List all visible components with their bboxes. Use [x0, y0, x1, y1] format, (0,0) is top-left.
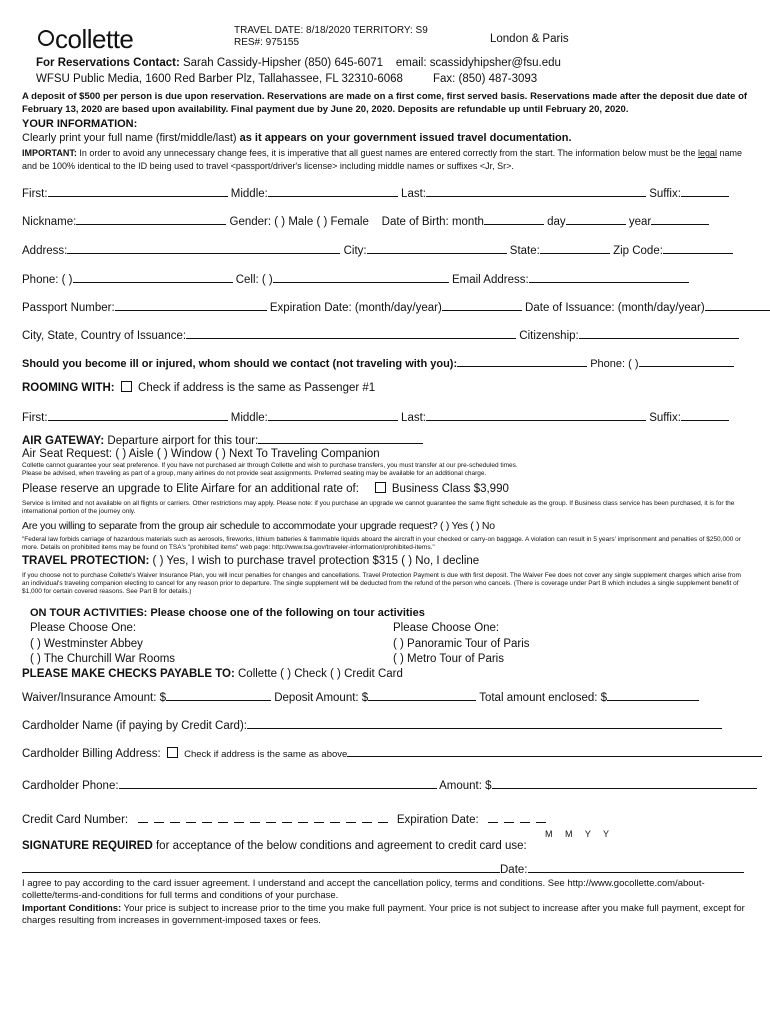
emergency-label: Should you become ill or injured, whom should we contact (not traveling with you): — [22, 358, 458, 370]
federal-law-note: "Federal law forbids carriage of hazardous materials such as aerosols, fireworks, lithium batteries & flammable liquids aboard the aircraft in your checked or carry-on baggage. A violation can result in 5 years' imprisonment and penalties of $250,000 or more. Details on prohibited items may be found on TSA's "prohibited items" web page: http://www.tsa.gov/traveler-information/prohibited-items." — [22, 536, 741, 551]
rooming-check-label: Check if address is the same as Passenger #1 — [138, 382, 376, 394]
issuance-date-field[interactable] — [705, 300, 770, 311]
middle-name-field[interactable] — [268, 186, 398, 197]
passport-label: Passport Number: — [22, 302, 115, 314]
first-name-field[interactable] — [48, 186, 228, 197]
nickname-field[interactable] — [76, 214, 226, 225]
separate-schedule-question[interactable]: Are you willing to separate from the group air schedule to accommodate your upgrade request? ( ) Yes ( ) No — [22, 520, 495, 532]
signature-date-field[interactable] — [528, 862, 744, 873]
companion-last-field[interactable] — [426, 410, 646, 421]
waiver-amount-field[interactable] — [166, 690, 271, 701]
air-gateway-field[interactable] — [258, 433, 423, 444]
billing-row — [22, 746, 748, 760]
last-name-field[interactable] — [426, 186, 646, 197]
important-label: IMPORTANT: — [22, 148, 77, 158]
companion-first-field[interactable] — [48, 410, 228, 421]
activity-churchill-war-rooms[interactable]: ( ) The Churchill War Rooms — [30, 653, 176, 665]
email-field[interactable] — [529, 272, 689, 283]
gender-options[interactable]: Gender: ( ) Male ( ) Female — [229, 216, 369, 228]
air-seat-request[interactable]: Air Seat Request: ( ) Aisle ( ) Window ( ) Next To Traveling Companion — [22, 448, 380, 460]
activity-panoramic-paris[interactable]: ( ) Panoramic Tour of Paris — [393, 638, 530, 650]
rooming-row — [22, 381, 748, 394]
cc-number-label: Credit Card Number: — [22, 814, 129, 826]
total-amount-label: Total amount enclosed: $ — [479, 692, 608, 704]
checks-text: Collette ( ) Check ( ) Credit Card — [234, 668, 403, 680]
destination: London & Paris — [490, 33, 569, 45]
suffix-label: Suffix: — [649, 188, 681, 200]
middle-label: Middle: — [230, 188, 268, 200]
companion-suffix-field[interactable] — [681, 410, 729, 421]
travel-protection-text: ( ) Yes, I wish to purchase travel protection $315 ( ) No, I decline — [149, 555, 480, 567]
issuance-row — [22, 328, 748, 342]
zip-label: Zip Code: — [613, 245, 663, 257]
zip-field[interactable] — [663, 243, 733, 254]
issuance-date-label: Date of Issuance: (month/day/year) — [525, 302, 705, 314]
cell-field[interactable] — [273, 272, 449, 283]
contact-label: For Reservations Contact: — [36, 57, 180, 69]
suffix-field[interactable] — [681, 186, 729, 197]
important-notice — [22, 147, 748, 172]
business-class-label: Business Class $3,990 — [391, 483, 509, 495]
activities-heading: ON TOUR ACTIVITIES: Please choose one of the following on tour activities — [30, 607, 425, 619]
collette-logo: collette — [38, 24, 133, 55]
credit-card-row — [22, 814, 748, 826]
activity-westminster-abbey[interactable]: ( ) Westminster Abbey — [30, 638, 143, 650]
email-label: Email Address: — [451, 274, 529, 286]
travel-protection-row[interactable] — [22, 555, 748, 567]
business-class-checkbox[interactable] — [375, 482, 386, 493]
issuance-place-label: City, State, Country of Issuance: — [22, 330, 187, 342]
conditions-text: Your price is subject to increase prior to the time you make full payment. Your price is not subject to increase after you make full payment, except for charges resulting from increases in government-imposed taxes or fees. — [22, 903, 745, 926]
activities-right-choose: Please Choose One: — [393, 622, 500, 634]
dob-year-field[interactable] — [651, 214, 709, 225]
emergency-contact-field[interactable] — [457, 356, 587, 367]
dob-month-label: Date of Birth: month — [381, 216, 484, 228]
address-label: Address: — [22, 245, 68, 257]
travel-date: TRAVEL DATE: 8/18/2020 TERRITORY: S9 — [234, 25, 428, 36]
companion-first-label: First: — [22, 412, 48, 424]
issuance-place-field[interactable] — [186, 328, 516, 339]
first-label: First: — [22, 188, 48, 200]
cc-number-field[interactable] — [138, 814, 394, 826]
service-note: Service is limited and not available on all flights or carriers. Other restrictions may apply. Please note: if you purchase an upgrade we cannot guarantee the same flight schedule as the group. If Business class service has been purchased, it is for the international portion of the journey only. — [22, 500, 735, 515]
cardholder-name-row — [22, 718, 748, 732]
activity-metro-paris[interactable]: ( ) Metro Tour of Paris — [393, 653, 504, 665]
payment-amount-field[interactable] — [492, 778, 757, 789]
cardholder-phone-row — [22, 778, 748, 792]
passport-row — [22, 300, 748, 314]
address-row — [22, 243, 748, 257]
deposit-amount-label: Deposit Amount: $ — [274, 692, 369, 704]
passport-expiration-field[interactable] — [442, 300, 522, 311]
seat-note-2: Please be advised, when traveling as part of a group, many airlines do not provide seat assignments. Preferred seating may be available for an additional charge. — [22, 470, 487, 477]
total-amount-field[interactable] — [607, 690, 699, 701]
contact-line-1 — [36, 57, 561, 69]
checks-row[interactable] — [22, 668, 748, 680]
last-label: Last: — [401, 188, 426, 200]
companion-middle-label: Middle: — [230, 412, 268, 424]
rooming-label: ROOMING WITH: — [22, 382, 115, 394]
phone-row — [22, 272, 748, 286]
contact-fax: Fax: (850) 487-3093 — [433, 73, 538, 85]
seat-note-1: Collette cannot guarantee your seat preference. If you have not purchased air through Collette and wish to purchase transfers, you must transfer at our pre-scheduled times. — [22, 462, 518, 469]
amounts-row — [22, 690, 748, 704]
contact-email: email: scassidyhipsher@fsu.edu — [395, 57, 561, 69]
emergency-phone-field[interactable] — [639, 356, 734, 367]
signature-date-label: Date: — [500, 864, 528, 876]
companion-middle-field[interactable] — [268, 410, 398, 421]
travel-protection-note: If you choose not to purchase Collette's Waiver Insurance Plan, you will incur penalties for changes and cancellations. Travel Protection Payment is due with first deposit. The Waiver Fee does not cover any single supplement charges which arise from an individual's traveling companion electing to cancel for any reason prior to departure. The single supplement will be deducted from the refund of the person who cancels. (There is coverage under Part B which includes a single supplement benefit of $1,000 for certain covered reasons. See Part B for details.) — [22, 572, 741, 595]
air-gateway-text: Departure airport for this tour: — [104, 435, 259, 447]
payment-amount-label: Amount: $ — [439, 780, 492, 792]
reservation-number: RES#: 975155 — [234, 37, 300, 48]
cardholder-name-field[interactable] — [247, 718, 722, 729]
agreement-text: I agree to pay according to the card issuer agreement. I understand and accept the cancellation policy, terms and conditions. See http://www.gocollette.com/about-collette/terms-and-conditions for full terms and conditions of your purchase. — [22, 878, 705, 901]
cardholder-phone-label: Cardholder Phone: — [22, 780, 119, 792]
companion-last-label: Last: — [401, 412, 426, 424]
dob-day-label: day — [547, 216, 566, 228]
checks-label: PLEASE MAKE CHECKS PAYABLE TO: — [22, 668, 235, 680]
phone-field[interactable] — [73, 272, 233, 283]
citizenship-field[interactable] — [579, 328, 739, 339]
contact-address: WFSU Public Media, 1600 Red Barber Plz, Tallahassee, FL 32310-6068 — [36, 73, 403, 85]
address-field[interactable] — [67, 243, 340, 254]
companion-name-row — [22, 410, 748, 424]
important-text: In order to avoid any unnecessary change fees, it is imperative that all guest names are entered correctly from the start. The information below must be the — [76, 148, 698, 158]
print-instructions-a: Clearly print your full name (first/middle/last) — [22, 132, 237, 144]
activities-left-choose: Please Choose One: — [30, 622, 137, 634]
companion-suffix-label: Suffix: — [649, 412, 681, 424]
nickname-label: Nickname: — [22, 216, 77, 228]
print-instructions — [22, 132, 572, 144]
waiver-amount-label: Waiver/Insurance Amount: $ — [22, 692, 167, 704]
dob-year-label: year — [628, 216, 652, 228]
cell-label: Cell: ( ) — [235, 274, 273, 286]
important-tail: name and be 100% identical to the ID being used to travel <passport/driver's license> including middle names or suffixes <Jr, Sr>. — [22, 148, 743, 171]
cc-expiration-field[interactable] — [488, 814, 552, 826]
state-label: State: — [509, 245, 540, 257]
rooming-same-address-checkbox[interactable] — [121, 381, 132, 392]
city-field[interactable] — [367, 243, 507, 254]
deposit-amount-field[interactable] — [368, 690, 476, 701]
cardholder-phone-field[interactable] — [119, 778, 437, 789]
passport-expiration-label: Expiration Date: (month/day/year) — [269, 302, 442, 314]
dob-month-field[interactable] — [484, 214, 544, 225]
mmyy-hint: M M Y Y — [545, 829, 610, 839]
emergency-row — [22, 356, 748, 370]
conditions-label: Important Conditions: — [22, 903, 122, 914]
signature-line[interactable] — [22, 872, 500, 873]
billing-check-label: Check if address is the same as above — [184, 749, 348, 760]
name-row — [22, 186, 748, 200]
passport-field[interactable] — [115, 300, 267, 311]
contact-name-phone: Sarah Cassidy-Hipsher (850) 645-6071 — [182, 57, 384, 69]
state-field[interactable] — [540, 243, 610, 254]
citizenship-label: Citizenship: — [519, 330, 579, 342]
your-information-heading: YOUR INFORMATION: — [22, 118, 138, 130]
upgrade-label: Please reserve an upgrade to Elite Airfare for an additional rate of: — [22, 483, 359, 495]
globe-icon — [38, 30, 54, 46]
billing-same-address-checkbox[interactable] — [167, 747, 178, 758]
signature-label: SIGNATURE REQUIRED — [22, 840, 153, 852]
deposit-notice: A deposit of $500 per person is due upon reservation. Reservations are made on a first come, first served basis. Reservations made after the deposit due date of February 13, 2020 are based upon availability. Final payment due by June 20, 2020. Deposits are refundable up until February 20, 2020. — [22, 91, 748, 115]
upgrade-row — [22, 482, 748, 495]
billing-address-field[interactable] — [347, 746, 762, 757]
signature-row — [22, 840, 748, 852]
city-label: City: — [343, 245, 367, 257]
billing-address-label: Cardholder Billing Address: — [22, 748, 161, 760]
important-conditions — [22, 903, 748, 927]
air-gateway-row — [22, 433, 748, 447]
dob-day-field[interactable] — [566, 214, 626, 225]
phone-label: Phone: ( ) — [22, 274, 73, 286]
cardholder-name-label: Cardholder Name (if paying by Credit Card): — [22, 720, 247, 732]
emergency-phone-label: Phone: ( ) — [590, 358, 639, 370]
nickname-row — [22, 214, 748, 228]
legal-word: legal — [697, 148, 717, 158]
print-instructions-b: as it appears on your government issued travel documentation. — [236, 132, 572, 144]
cc-expiration-label: Expiration Date: — [396, 814, 479, 826]
signature-date-row — [500, 862, 748, 876]
travel-protection-label: TRAVEL PROTECTION: — [22, 555, 150, 567]
signature-text: for acceptance of the below conditions and agreement to credit card use: — [152, 840, 527, 852]
air-gateway-label: AIR GATEWAY: — [22, 435, 105, 447]
